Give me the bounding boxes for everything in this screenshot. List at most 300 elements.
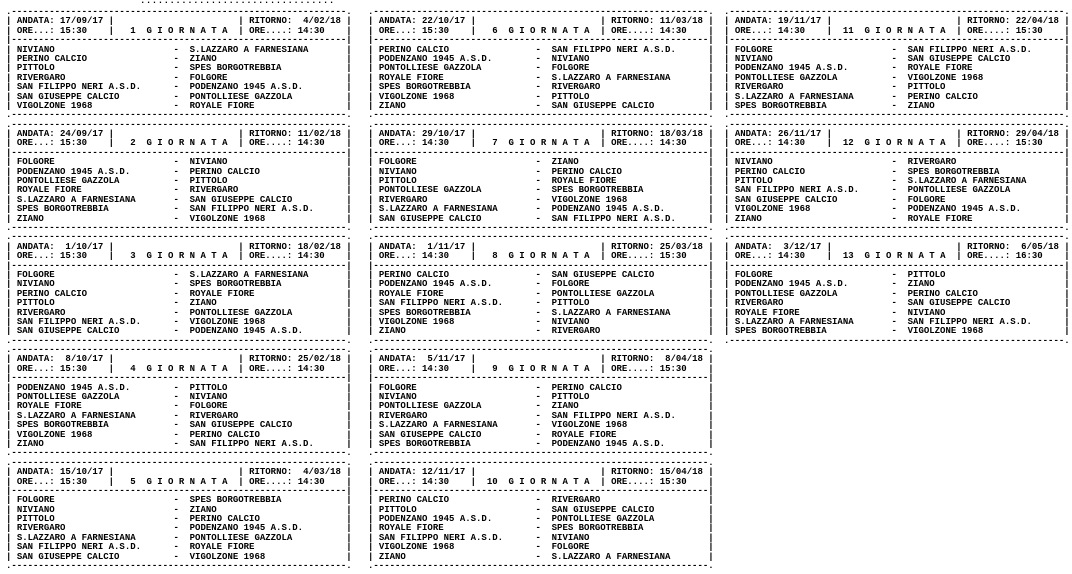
home-team: ROYALE FIORE bbox=[378, 523, 444, 534]
home-team: PERINO CALCIO bbox=[378, 495, 450, 506]
andata-label: ANDATA: bbox=[378, 129, 417, 140]
block-top-border: .--------------------------------------------------------------. bbox=[368, 7, 714, 17]
match-row: | NIVIANO - SPES BORGOTREBBIA | bbox=[6, 279, 352, 290]
match-row: | PITTOLO - ZIANO | bbox=[6, 298, 352, 309]
match-row: | PITTOLO - SAN GIUSEPPE CALCIO | bbox=[368, 504, 714, 515]
home-team: RIVERGARO bbox=[378, 410, 428, 421]
away-team: SAN FILIPPO NERI A.S.D. bbox=[551, 213, 676, 224]
away-team: PITTOLO bbox=[189, 382, 228, 393]
right-border: | bbox=[702, 129, 714, 140]
block-bottom-border: .--------------------------------------------------------------. bbox=[6, 561, 352, 572]
times-row: | ORE...: 14:30 | 9 GIORNATA | ORE....: 15:30 | bbox=[368, 363, 714, 374]
home-team: PONTOLLIESE GAZZOLA bbox=[378, 63, 482, 74]
right-border: | bbox=[346, 495, 352, 506]
away-team: ZIANO bbox=[907, 100, 935, 111]
giornata-label: GIORNATA bbox=[146, 138, 233, 149]
giornata-number: 2 bbox=[130, 138, 136, 149]
giornata-label: GIORNATA bbox=[508, 25, 595, 36]
ritorno-time: 14:30 bbox=[297, 363, 325, 374]
match-row: | NIVIANO - S.LAZZARO A FARNESIANA | bbox=[6, 44, 352, 55]
home-team: NIVIANO bbox=[734, 53, 773, 64]
right-border: | bbox=[324, 363, 352, 374]
home-team: PONTOLLIESE GAZZOLA bbox=[378, 401, 482, 412]
match-row: | SPES BORGOTREBBIA - SAN GIUSEPPE CALCIO | bbox=[6, 420, 352, 431]
right-border: | bbox=[346, 44, 352, 55]
home-team: RIVERGARO bbox=[378, 194, 428, 205]
home-team: S.LAZZARO A FARNESIANA bbox=[16, 410, 136, 421]
right-border: | bbox=[1064, 63, 1070, 74]
header-divider: |--------------------------------------------------------------| bbox=[6, 147, 352, 158]
match-row: | ZIANO - VIGOLZONE 1968 | bbox=[6, 213, 352, 224]
andata-label: ANDATA: bbox=[378, 241, 417, 252]
andata-time: 15:30 bbox=[60, 138, 88, 149]
home-team: RIVERGARO bbox=[734, 298, 784, 309]
match-row: | RIVERGARO - FOLGORE | bbox=[6, 72, 352, 83]
home-team: PITTOLO bbox=[16, 298, 55, 309]
home-team: SAN GIUSEPPE CALCIO bbox=[734, 194, 838, 205]
match-row: | ZIANO - S.LAZZARO A FARNESIANA | bbox=[368, 551, 714, 562]
home-team: VIGOLZONE 1968 bbox=[378, 316, 455, 327]
match-row: | RIVERGARO - PITTOLO | bbox=[724, 82, 1070, 93]
ore-ritorno-label: ORE....: bbox=[967, 25, 1011, 36]
home-team: PERINO CALCIO bbox=[378, 269, 450, 280]
away-team: PITTOLO bbox=[907, 82, 946, 93]
away-team: PODENZANO 1945 A.S.D. bbox=[551, 204, 666, 215]
match-row: | VIGOLZONE 1968 - PODENZANO 1945 A.S.D. | bbox=[724, 204, 1070, 215]
ore-andata-label: ORE...: bbox=[16, 138, 55, 149]
andata-label: ANDATA: bbox=[734, 16, 773, 27]
match-row: | S.LAZZARO A FARNESIANA - PERINO CALCIO | bbox=[724, 91, 1070, 102]
dates-row: | ANDATA: 17/09/17 | | RITORNO: 4/02/18 | bbox=[6, 16, 352, 27]
andata-time: 14:30 bbox=[778, 251, 806, 262]
home-team: PITTOLO bbox=[734, 176, 773, 187]
home-team: PERINO CALCIO bbox=[16, 53, 88, 64]
andata-time: 14:30 bbox=[778, 25, 806, 36]
header-divider: |--------------------------------------------------------------| bbox=[368, 260, 714, 271]
andata-date: 1/11/17 bbox=[427, 241, 466, 252]
right-border: | bbox=[708, 204, 714, 215]
away-team: SPES BORGOTREBBIA bbox=[189, 279, 282, 290]
away-team: VIGOLZONE 1968 bbox=[189, 213, 266, 224]
right-border: | bbox=[346, 532, 352, 543]
home-team: FOLGORE bbox=[16, 495, 55, 506]
match-row: | PODENZANO 1945 A.S.D. - FOLGORE | bbox=[368, 279, 714, 290]
match-row: | FOLGORE - ZIANO | bbox=[368, 157, 714, 168]
match-row: | VIGOLZONE 1968 - NIVIANO | bbox=[368, 316, 714, 327]
right-border: | bbox=[708, 392, 714, 403]
match-row: | ROYALE FIORE - RIVERGARO | bbox=[6, 185, 352, 196]
right-border: | bbox=[346, 176, 352, 187]
right-border: | bbox=[702, 467, 714, 478]
dates-row: | ANDATA: 12/11/17 | | RITORNO: 15/04/18 | bbox=[368, 467, 714, 478]
match-row: | SAN FILIPPO NERI A.S.D. - ROYALE FIORE | bbox=[6, 542, 352, 553]
andata-label: ANDATA: bbox=[16, 241, 55, 252]
right-border: | bbox=[346, 298, 352, 309]
andata-time: 14:30 bbox=[422, 138, 450, 149]
home-team: FOLGORE bbox=[16, 269, 55, 280]
away-team: SPES BORGOTREBBIA bbox=[551, 185, 644, 196]
away-team: SAN GIUSEPPE CALCIO bbox=[551, 269, 655, 280]
right-border: | bbox=[346, 382, 352, 393]
block-top-border: .--------------------------------------------------------------. bbox=[6, 7, 352, 17]
andata-label: ANDATA: bbox=[16, 129, 55, 140]
away-team: SAN GIUSEPPE CALCIO bbox=[551, 100, 655, 111]
right-border: | bbox=[686, 138, 714, 149]
header-divider: |--------------------------------------------------------------| bbox=[724, 147, 1070, 158]
andata-time: 15:30 bbox=[60, 25, 88, 36]
ritorno-label: RITORNO: bbox=[249, 354, 293, 365]
right-border: | bbox=[324, 476, 352, 487]
right-border: | bbox=[708, 166, 714, 177]
home-team: PONTOLLIESE GAZZOLA bbox=[734, 288, 838, 299]
right-border: | bbox=[346, 279, 352, 290]
andata-date: 8/10/17 bbox=[65, 354, 104, 365]
ore-ritorno-label: ORE....: bbox=[967, 138, 1011, 149]
away-team: RIVERGARO bbox=[551, 82, 601, 93]
block-bottom-border: .--------------------------------------------------------------. bbox=[724, 335, 1070, 346]
right-border: | bbox=[686, 251, 714, 262]
right-border: | bbox=[708, 401, 714, 412]
right-border: | bbox=[346, 429, 352, 440]
away-team: PITTOLO bbox=[551, 298, 590, 309]
match-row: | FOLGORE - NIVIANO | bbox=[6, 157, 352, 168]
away-team: RIVERGARO bbox=[551, 495, 601, 506]
right-border: | bbox=[346, 504, 352, 515]
match-row: | SAN GIUSEPPE CALCIO - PODENZANO 1945 A.S.D. | bbox=[6, 326, 352, 337]
ritorno-date: 25/03/18 bbox=[659, 241, 703, 252]
away-team: S.LAZZARO A FARNESIANA bbox=[189, 44, 309, 55]
home-team: PERINO CALCIO bbox=[734, 166, 806, 177]
block-top-border: .--------------------------------------------------------------. bbox=[6, 457, 352, 468]
home-team: S.LAZZARO A FARNESIANA bbox=[734, 316, 854, 327]
home-team: SPES BORGOTREBBIA bbox=[378, 82, 471, 93]
match-row: | RIVERGARO - VIGOLZONE 1968 | bbox=[368, 194, 714, 205]
dates-row: | ANDATA: 1/11/17 | | RITORNO: 25/03/18 | bbox=[368, 241, 714, 252]
ritorno-date: 4/02/18 bbox=[303, 16, 341, 27]
home-team: RIVERGARO bbox=[16, 72, 66, 83]
ore-ritorno-label: ORE....: bbox=[249, 138, 293, 149]
home-team: NIVIANO bbox=[16, 279, 55, 290]
right-border: | bbox=[708, 194, 714, 205]
match-row: | SPES BORGOTREBBIA - SAN FILIPPO NERI A.S.D. | bbox=[6, 204, 352, 215]
home-team: SAN GIUSEPPE CALCIO bbox=[16, 91, 120, 102]
away-team: ROYALE FIORE bbox=[551, 176, 617, 187]
times-row: | ORE...: 14:30 | 13 GIORNATA | ORE....: 16:30 | bbox=[724, 251, 1070, 262]
dates-row: | ANDATA: 15/10/17 | | RITORNO: 4/03/18 | bbox=[6, 467, 352, 478]
right-border: | bbox=[340, 16, 352, 27]
right-border: | bbox=[346, 542, 352, 553]
ritorno-time: 15:30 bbox=[1015, 138, 1043, 149]
match-row: | SPES BORGOTREBBIA - VIGOLZONE 1968 | bbox=[724, 326, 1070, 337]
matchday-block bbox=[6, 8, 352, 121]
times-row: | ORE...: 15:30 | 2 GIORNATA | ORE....: 14:30 | bbox=[6, 138, 352, 149]
match-row: | SAN FILIPPO NERI A.S.D. - NIVIANO | bbox=[368, 532, 714, 543]
match-row: | PODENZANO 1945 A.S.D. - PERINO CALCIO | bbox=[6, 166, 352, 177]
home-team: PODENZANO 1945 A.S.D. bbox=[16, 166, 131, 177]
andata-date: 29/10/17 bbox=[422, 129, 466, 140]
away-team: FOLGORE bbox=[189, 72, 228, 83]
right-border: | bbox=[324, 138, 352, 149]
matchday-block bbox=[368, 346, 714, 459]
home-team: SAN GIUSEPPE CALCIO bbox=[16, 326, 120, 337]
header-divider: |--------------------------------------------------------------| bbox=[368, 35, 714, 46]
right-border: | bbox=[346, 204, 352, 215]
dates-row: | ANDATA: 19/11/17 | | RITORNO: 22/04/18 | bbox=[724, 16, 1070, 27]
andata-time: 15:30 bbox=[60, 476, 88, 487]
away-team: PONTOLLIESE GAZZOLA bbox=[551, 514, 655, 525]
right-border: | bbox=[346, 213, 352, 224]
home-team: SPES BORGOTREBBIA bbox=[16, 204, 109, 215]
away-team: SPES BORGOTREBBIA bbox=[189, 63, 282, 74]
ritorno-date: 29/04/18 bbox=[1015, 129, 1059, 140]
right-border: | bbox=[702, 354, 714, 365]
right-border: | bbox=[708, 157, 714, 168]
away-team: ZIANO bbox=[551, 401, 579, 412]
away-team: ROYALE FIORE bbox=[189, 100, 255, 111]
right-border: | bbox=[708, 307, 714, 318]
andata-time: 14:30 bbox=[778, 138, 806, 149]
ritorno-time: 14:30 bbox=[659, 138, 687, 149]
ritorno-time: 15:30 bbox=[659, 251, 687, 262]
away-team: PITTOLO bbox=[551, 91, 590, 102]
away-team: PODENZANO 1945 A.S.D. bbox=[189, 523, 304, 534]
home-team: SAN FILIPPO NERI A.S.D. bbox=[378, 298, 504, 309]
giornata-label: GIORNATA bbox=[146, 476, 233, 487]
block-top-border: .--------------------------------------------------------------. bbox=[368, 457, 714, 468]
giornata-label: GIORNATA bbox=[864, 251, 951, 262]
away-team: FOLGORE bbox=[189, 401, 228, 412]
match-row: | NIVIANO - SAN GIUSEPPE CALCIO | bbox=[724, 53, 1070, 64]
ritorno-date: 25/02/18 bbox=[297, 354, 341, 365]
ore-andata-label: ORE...: bbox=[378, 251, 417, 262]
away-team: ROYALE FIORE bbox=[189, 542, 255, 553]
right-border: | bbox=[346, 100, 352, 111]
dates-row: | ANDATA: 29/10/17 | | RITORNO: 18/03/18 | bbox=[368, 129, 714, 140]
away-team: FOLGORE bbox=[551, 542, 590, 553]
home-team: S.LAZZARO A FARNESIANA bbox=[378, 204, 498, 215]
away-team: PITTOLO bbox=[189, 176, 228, 187]
header-divider: |--------------------------------------------------------------| bbox=[368, 485, 714, 496]
home-team: S.LAZZARO A FARNESIANA bbox=[16, 194, 136, 205]
away-team: ROYALE FIORE bbox=[907, 213, 973, 224]
home-team: PERINO CALCIO bbox=[378, 44, 450, 55]
ritorno-label: RITORNO: bbox=[249, 467, 293, 478]
andata-time: 14:30 bbox=[422, 476, 450, 487]
right-border: | bbox=[340, 467, 352, 478]
right-border: | bbox=[1064, 213, 1070, 224]
right-border: | bbox=[1064, 194, 1070, 205]
ritorno-label: RITORNO: bbox=[611, 241, 655, 252]
match-row: | PERINO CALCIO - ZIANO | bbox=[6, 53, 352, 64]
giornata-label: GIORNATA bbox=[146, 363, 233, 374]
away-team: ROYALE FIORE bbox=[189, 288, 255, 299]
right-border: | bbox=[708, 185, 714, 196]
home-team: FOLGORE bbox=[16, 157, 55, 168]
match-row: | PERINO CALCIO - SAN FILIPPO NERI A.S.D. | bbox=[368, 44, 714, 55]
andata-date: 15/10/17 bbox=[60, 467, 104, 478]
right-border: | bbox=[708, 420, 714, 431]
giornata-number: 5 bbox=[130, 476, 136, 487]
times-row: | ORE...: 14:30 | 10 GIORNATA | ORE....: 15:30 | bbox=[368, 476, 714, 487]
right-border: | bbox=[708, 269, 714, 280]
right-border: | bbox=[1064, 53, 1070, 64]
ritorno-time: 16:30 bbox=[1015, 251, 1043, 262]
home-team: RIVERGARO bbox=[734, 82, 784, 93]
ritorno-label: RITORNO: bbox=[611, 129, 655, 140]
right-border: | bbox=[708, 382, 714, 393]
header-divider: |--------------------------------------------------------------| bbox=[6, 35, 352, 46]
right-border: | bbox=[346, 91, 352, 102]
match-row: | VIGOLZONE 1968 - ROYALE FIORE | bbox=[6, 100, 352, 111]
giornata-label: GIORNATA bbox=[508, 476, 595, 487]
dates-row: | ANDATA: 24/09/17 | | RITORNO: 11/02/18 | bbox=[6, 129, 352, 140]
away-team: SAN FILIPPO NERI A.S.D. bbox=[907, 316, 1032, 327]
right-border: | bbox=[708, 326, 714, 337]
home-team: NIVIANO bbox=[734, 157, 773, 168]
match-row: | SAN FILIPPO NERI A.S.D. - PODENZANO 1945 A.S.D. | bbox=[6, 82, 352, 93]
home-team: SPES BORGOTREBBIA bbox=[378, 307, 471, 318]
away-team: SPES BORGOTREBBIA bbox=[189, 495, 282, 506]
away-team: PODENZANO 1945 A.S.D. bbox=[907, 204, 1022, 215]
andata-label: ANDATA: bbox=[16, 467, 55, 478]
ritorno-label: RITORNO: bbox=[249, 129, 293, 140]
block-top-border: .--------------------------------------------------------------. bbox=[368, 119, 714, 130]
ritorno-label: RITORNO: bbox=[249, 241, 293, 252]
away-team: PONTOLLIESE GAZZOLA bbox=[189, 307, 293, 318]
block-bottom-border: .--------------------------------------------------------------. bbox=[6, 448, 352, 459]
times-row: | ORE...: 15:30 | 4 GIORNATA | ORE....: 14:30 | bbox=[6, 363, 352, 374]
home-team: ZIANO bbox=[378, 100, 406, 111]
ore-ritorno-label: ORE....: bbox=[611, 138, 655, 149]
ritorno-time: 15:30 bbox=[659, 363, 687, 374]
times-row: | ORE...: 15:30 | 3 GIORNATA | ORE....: 14:30 | bbox=[6, 251, 352, 262]
home-team: SPES BORGOTREBBIA bbox=[734, 326, 827, 337]
match-row: | VIGOLZONE 1968 - PERINO CALCIO | bbox=[6, 429, 352, 440]
match-row: | ROYALE FIORE - PONTOLLIESE GAZZOLA | bbox=[368, 288, 714, 299]
away-team: PONTOLLIESE GAZZOLA bbox=[189, 91, 293, 102]
times-row: | ORE...: 14:30 | 12 GIORNATA | ORE....: 15:30 | bbox=[724, 138, 1070, 149]
away-team: PITTOLO bbox=[907, 269, 946, 280]
andata-date: 24/09/17 bbox=[60, 129, 104, 140]
home-team: SPES BORGOTREBBIA bbox=[734, 100, 827, 111]
match-row: | PODENZANO 1945 A.S.D. - ROYALE FIORE | bbox=[724, 63, 1070, 74]
andata-date: 12/11/17 bbox=[422, 467, 466, 478]
right-border: | bbox=[708, 288, 714, 299]
header-divider: |--------------------------------------------------------------| bbox=[6, 373, 352, 384]
match-row: | ZIANO - ROYALE FIORE | bbox=[724, 213, 1070, 224]
giornata-label: GIORNATA bbox=[864, 138, 951, 149]
match-row: | SAN GIUSEPPE CALCIO - PONTOLLIESE GAZZOLA | bbox=[6, 91, 352, 102]
right-border: | bbox=[708, 410, 714, 421]
giornata-number: 3 bbox=[130, 251, 136, 262]
away-team: FOLGORE bbox=[907, 194, 946, 205]
ore-andata-label: ORE...: bbox=[378, 363, 417, 374]
ritorno-date: 6/05/18 bbox=[1021, 241, 1059, 252]
home-team: RIVERGARO bbox=[16, 523, 66, 534]
match-row: | PONTOLLIESE GAZZOLA - PITTOLO | bbox=[6, 176, 352, 187]
right-border: | bbox=[1064, 100, 1070, 111]
home-team: VIGOLZONE 1968 bbox=[16, 429, 93, 440]
home-team: NIVIANO bbox=[16, 44, 55, 55]
match-row: | S.LAZZARO A FARNESIANA - RIVERGARO | bbox=[6, 410, 352, 421]
away-team: SAN GIUSEPPE CALCIO bbox=[907, 298, 1011, 309]
match-row: | PONTOLLIESE GAZZOLA - VIGOLZONE 1968 | bbox=[724, 72, 1070, 83]
ritorno-time: 14:30 bbox=[297, 476, 325, 487]
ritorno-date: 11/02/18 bbox=[297, 129, 341, 140]
right-border: | bbox=[346, 316, 352, 327]
block-top-border: .--------------------------------------------------------------. bbox=[724, 119, 1070, 130]
andata-time: 15:30 bbox=[60, 363, 88, 374]
match-row: | RIVERGARO - PODENZANO 1945 A.S.D. | bbox=[6, 523, 352, 534]
ore-ritorno-label: ORE....: bbox=[249, 363, 293, 374]
giornata-label: GIORNATA bbox=[508, 251, 595, 262]
right-border: | bbox=[1064, 91, 1070, 102]
home-team: PONTOLLIESE GAZZOLA bbox=[734, 72, 838, 83]
giornata-number: 12 bbox=[842, 138, 854, 149]
dates-row: | ANDATA: 22/10/17 | | RITORNO: 11/03/18 | bbox=[368, 16, 714, 27]
andata-time: 14:30 bbox=[422, 251, 450, 262]
block-top-border: .--------------------------------------------------------------. bbox=[6, 345, 352, 356]
away-team: FOLGORE bbox=[551, 63, 590, 74]
giornata-number: 6 bbox=[492, 25, 498, 36]
giornata-number: 10 bbox=[486, 476, 498, 487]
home-team: SPES BORGOTREBBIA bbox=[16, 420, 109, 431]
block-bottom-border: .--------------------------------------------------------------. bbox=[368, 335, 714, 346]
match-row: | FOLGORE - SPES BORGOTREBBIA | bbox=[6, 495, 352, 506]
away-team: NIVIANO bbox=[551, 532, 590, 543]
giornata-number: 1 bbox=[130, 25, 136, 36]
right-border: | bbox=[1064, 269, 1070, 280]
match-row: | ROYALE FIORE - FOLGORE | bbox=[6, 401, 352, 412]
home-team: ROYALE FIORE bbox=[16, 401, 82, 412]
ore-ritorno-label: ORE....: bbox=[249, 25, 293, 36]
away-team: PONTOLLIESE GAZZOLA bbox=[189, 532, 293, 543]
right-border: | bbox=[324, 251, 352, 262]
match-row: | SAN FILIPPO NERI A.S.D. - VIGOLZONE 1968 | bbox=[6, 316, 352, 327]
match-row: | SAN FILIPPO NERI A.S.D. - PONTOLLIESE GAZZOLA | bbox=[724, 185, 1070, 196]
block-bottom-border: .--------------------------------------------------------------. bbox=[368, 561, 714, 572]
right-border: | bbox=[346, 392, 352, 403]
away-team: PODENZANO 1945 A.S.D. bbox=[189, 326, 304, 337]
right-border: | bbox=[708, 213, 714, 224]
times-row: | ORE...: 15:30 | 6 GIORNATA | ORE....: 14:30 | bbox=[368, 25, 714, 36]
right-border: | bbox=[1064, 44, 1070, 55]
match-row: | PONTOLLIESE GAZZOLA - FOLGORE | bbox=[368, 63, 714, 74]
block-bottom-border: .--------------------------------------------------------------. bbox=[6, 222, 352, 233]
right-border: | bbox=[708, 523, 714, 534]
right-border: | bbox=[346, 514, 352, 525]
ritorno-date: 15/04/18 bbox=[659, 467, 703, 478]
away-team: SAN GIUSEPPE CALCIO bbox=[907, 53, 1011, 64]
home-team: PODENZANO 1945 A.S.D. bbox=[16, 382, 131, 393]
away-team: SAN GIUSEPPE CALCIO bbox=[189, 194, 293, 205]
right-border: | bbox=[708, 429, 714, 440]
ore-andata-label: ORE...: bbox=[16, 363, 55, 374]
away-team: VIGOLZONE 1968 bbox=[189, 316, 266, 327]
matchday-block bbox=[6, 233, 352, 346]
right-border: | bbox=[346, 326, 352, 337]
match-row: | VIGOLZONE 1968 - FOLGORE | bbox=[368, 542, 714, 553]
right-border: | bbox=[340, 129, 352, 140]
away-team: PERINO CALCIO bbox=[907, 288, 978, 299]
ore-andata-label: ORE...: bbox=[378, 476, 417, 487]
home-team: FOLGORE bbox=[734, 44, 773, 55]
match-row: | SAN GIUSEPPE CALCIO - VIGOLZONE 1968 | bbox=[6, 551, 352, 562]
home-team: ROYALE FIORE bbox=[378, 288, 444, 299]
giornata-number: 13 bbox=[842, 251, 854, 262]
match-row: | PODENZANO 1945 A.S.D. - ZIANO | bbox=[724, 279, 1070, 290]
away-team: S.LAZZARO A FARNESIANA bbox=[551, 551, 671, 562]
